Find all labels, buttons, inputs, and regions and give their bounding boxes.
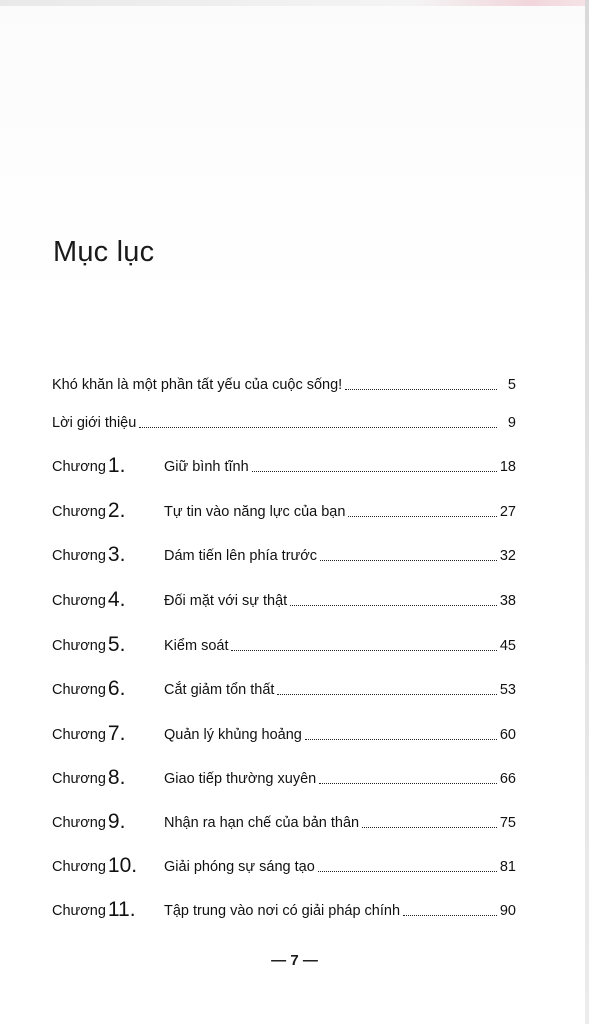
toc-entry-chapter-7 [52, 713, 516, 743]
toc-entry-title: Đối mặt với sự thật [164, 593, 288, 609]
dot-leader [348, 515, 496, 517]
toc-page-number: 32 [499, 548, 516, 564]
chapter-number: 6. [107, 677, 126, 700]
dot-leader [305, 738, 497, 740]
toc-entry-intro-1 [52, 363, 516, 393]
toc-entry-title: Quản lý khủng hoảng [164, 727, 302, 743]
dot-leader [277, 693, 496, 695]
chapter-number: 8. [107, 766, 126, 789]
chapter-number: 1. [107, 454, 126, 477]
chapter-number: 11. [107, 898, 136, 921]
toc-entry-chapter-5 [52, 624, 516, 654]
chapter-label [52, 898, 164, 919]
page-number-footer: — 7 — [271, 952, 318, 969]
toc-entry-title: Cắt giảm tổn thất [164, 682, 275, 698]
toc-entry-chapter-4 [52, 579, 516, 609]
chapter-word: Chương [52, 593, 106, 609]
toc-entry-chapter-1 [52, 445, 516, 475]
chapter-number: 7. [107, 722, 126, 745]
toc-page-number: 9 [507, 415, 516, 431]
toc-entry-title: Kiểm soát [164, 638, 229, 654]
chapter-label [52, 499, 164, 520]
page-right-edge [585, 0, 589, 1024]
chapter-word: Chương [52, 548, 106, 564]
chapter-number: 3. [107, 543, 126, 566]
toc-entry-title: Giao tiếp thường xuyên [164, 771, 317, 787]
dot-leader [403, 914, 497, 916]
toc-entry-title: Khó khăn là một phần tất yếu của cuộc sống! [52, 377, 343, 393]
chapter-number: 9. [107, 810, 126, 833]
toc-entry-chapter-2 [52, 490, 516, 520]
chapter-label [52, 633, 164, 654]
chapter-number: 10. [107, 854, 138, 877]
page-title: Mục lục [53, 236, 155, 268]
dot-leader [320, 559, 497, 561]
chapter-label [52, 722, 164, 743]
chapter-word: Chương [52, 727, 106, 743]
toc-entry-title: Giải phóng sự sáng tạo [164, 859, 315, 875]
dot-leader [362, 826, 497, 828]
chapter-word: Chương [52, 682, 106, 698]
chapter-number: 2. [107, 499, 126, 522]
toc-entry-title: Lời giới thiệu [52, 415, 137, 431]
toc-page-number: 60 [499, 727, 516, 743]
toc-page-number: 27 [499, 504, 516, 520]
page-top-edge [0, 0, 589, 6]
dot-leader [139, 426, 497, 428]
toc-entry-title: Giữ bình tĩnh [164, 459, 249, 475]
chapter-label [52, 810, 164, 831]
dot-leader [290, 604, 497, 606]
toc-entry-title: Tập trung vào nơi có giải pháp chính [164, 903, 401, 919]
toc-page-number: 45 [499, 638, 516, 654]
chapter-label [52, 677, 164, 698]
toc-entry-intro-2 [52, 401, 516, 431]
toc-entry-title: Dám tiến lên phía trước [164, 548, 318, 564]
chapter-label [52, 854, 164, 875]
chapter-label [52, 766, 164, 787]
dot-leader [345, 388, 497, 390]
toc-entry-chapter-8 [52, 757, 516, 787]
chapter-word: Chương [52, 638, 106, 654]
chapter-word: Chương [52, 815, 106, 831]
toc-page-number: 5 [507, 377, 516, 393]
chapter-word: Chương [52, 859, 106, 875]
toc-page-number: 18 [499, 459, 516, 475]
toc-entry-chapter-11 [52, 889, 516, 919]
dot-leader [252, 470, 497, 472]
dot-leader [231, 649, 496, 651]
toc-entry-chapter-3 [52, 534, 516, 564]
toc-page-number: 38 [499, 593, 516, 609]
dot-leader [318, 870, 497, 872]
chapter-label [52, 454, 164, 475]
chapter-word: Chương [52, 504, 106, 520]
chapter-word: Chương [52, 459, 106, 475]
chapter-number: 4. [107, 588, 126, 611]
chapter-number: 5. [107, 633, 126, 656]
toc-page-number: 53 [499, 682, 516, 698]
toc-entry-chapter-10 [52, 845, 516, 875]
chapter-word: Chương [52, 771, 106, 787]
toc-page-number: 66 [499, 771, 516, 787]
toc-page-number: 81 [499, 859, 516, 875]
chapter-label [52, 543, 164, 564]
toc-entry-chapter-9 [52, 801, 516, 831]
chapter-label [52, 588, 164, 609]
toc-page-number: 75 [499, 815, 516, 831]
toc-entry-title: Nhận ra hạn chế của bản thân [164, 815, 360, 831]
toc-entry-title: Tự tin vào năng lực của bạn [164, 504, 346, 520]
toc-entry-chapter-6 [52, 668, 516, 698]
toc-page-number: 90 [499, 903, 516, 919]
chapter-word: Chương [52, 903, 106, 919]
dot-leader [319, 782, 497, 784]
